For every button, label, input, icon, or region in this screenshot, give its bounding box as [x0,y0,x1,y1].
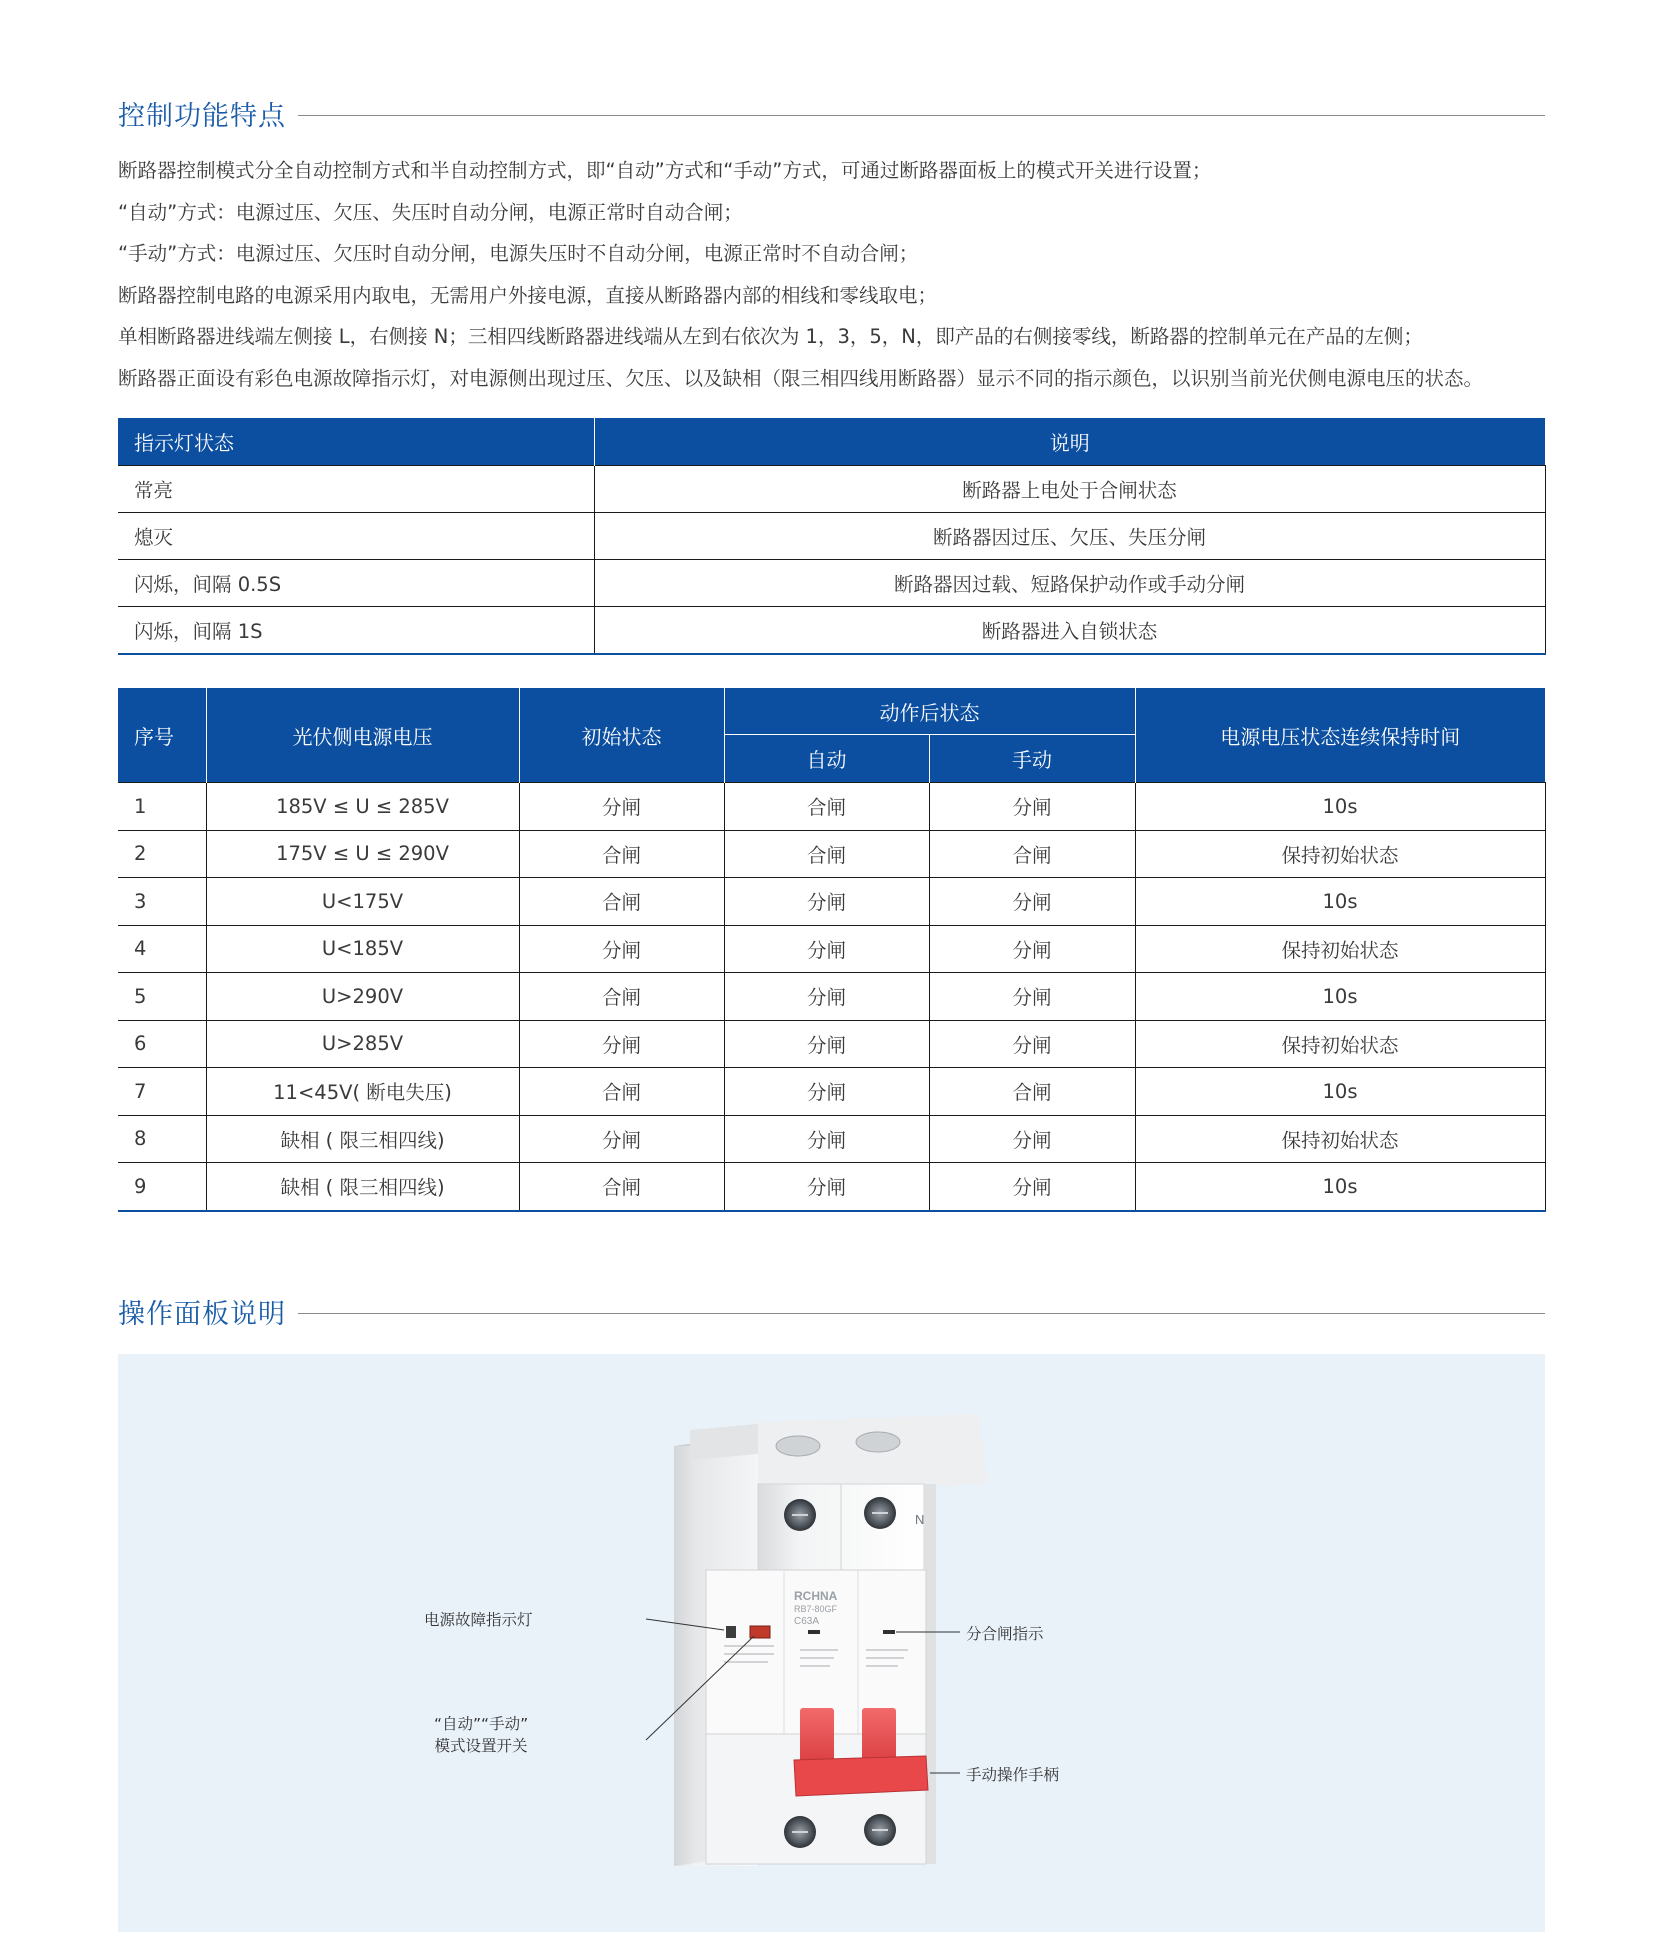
cell-no: 7 [118,1068,206,1116]
cell-hold: 10s [1135,878,1545,926]
table-row [118,1115,1545,1163]
manual-operating-handle [794,1756,928,1796]
cell-hold: 保持初始状态 [1135,925,1545,973]
indicator-meaning: 断路器上电处于合闸状态 [594,466,1545,513]
cell-initial: 合闸 [519,1068,724,1116]
cell-initial: 分闸 [519,925,724,973]
header-initial-state: 初始状态 [519,688,724,783]
section-title-text: 控制功能特点 [118,101,286,132]
header-hold-time: 电源电压状态连续保持时间 [1135,688,1545,783]
product-panel [118,1354,1545,1932]
cell-hold: 保持初始状态 [1135,1020,1545,1068]
header-after-action: 动作后状态 [724,688,1135,735]
cell-voltage: U<175V [206,878,519,926]
cell-manual: 分闸 [929,1163,1135,1211]
feature-line: 单相断路器进线端左侧接 L，右侧接 N；三相四线断路器进线端从左到右依次为 1，3，5，N，即产品的右侧接零线，断路器的控制单元在产品的左侧； [118,325,1423,348]
table-row [118,830,1545,878]
terminal-n-label: N [915,1512,925,1527]
header-pv-voltage: 光伏侧电源电压 [206,688,519,783]
table-row [118,878,1545,926]
cell-hold: 10s [1135,783,1545,831]
callout-mode-switch-line2: 模式设置开关 [434,1737,528,1755]
cell-auto: 分闸 [724,973,929,1021]
cell-initial: 合闸 [519,1163,724,1211]
section-title-panel [118,1292,1545,1331]
header-manual: 手动 [929,735,1135,783]
indicator-state: 熄灭 [118,513,594,560]
header-no: 序号 [118,688,206,783]
header-description: 说明 [594,418,1545,466]
callout-fault-light: 电源故障指示灯 [424,1611,533,1629]
cell-initial: 分闸 [519,1020,724,1068]
indicator-meaning: 断路器进入自锁状态 [594,607,1545,655]
cell-manual: 分闸 [929,878,1135,926]
model-label: RB7-80GF [794,1604,838,1614]
section-title-text: 操作面板说明 [118,1299,286,1330]
table-header-row [118,688,1545,735]
callout-position-indicator: 分合闸指示 [966,1625,1044,1643]
cell-voltage: 11<45V( 断电失压) [206,1068,519,1116]
indicator-state: 闪烁，间隔 1S [118,607,594,655]
cell-auto: 分闸 [724,1068,929,1116]
feature-line: “自动”方式：电源过压、欠压、失压时自动分闸，电源正常时自动合闸； [118,200,743,224]
cell-manual: 分闸 [929,783,1135,831]
cell-initial: 分闸 [519,783,724,831]
cell-no: 4 [118,925,206,973]
cell-voltage: 175V ≤ U ≤ 290V [206,830,519,878]
cell-auto: 合闸 [724,783,929,831]
cell-no: 6 [118,1020,206,1068]
callout-mode-switch [434,1712,528,1756]
table-row [118,513,1545,560]
cell-manual: 合闸 [929,1068,1135,1116]
cell-initial: 合闸 [519,973,724,1021]
cell-auto: 分闸 [724,1163,929,1211]
cell-auto: 分闸 [724,925,929,973]
cell-voltage: 185V ≤ U ≤ 285V [206,783,519,831]
table-header-row [118,418,1545,466]
cell-auto: 分闸 [724,1115,929,1163]
indicator-status-table [118,418,1546,655]
cell-voltage: U>285V [206,1020,519,1068]
callout-mode-switch-line1: “自动”“手动” [434,1715,529,1733]
position-window [808,1630,820,1634]
cell-hold: 10s [1135,973,1545,1021]
cell-initial: 合闸 [519,878,724,926]
position-indicator-window [883,1630,895,1634]
cell-auto: 合闸 [724,830,929,878]
callout-handle: 手动操作手柄 [966,1766,1060,1784]
indicator-state: 常亮 [118,466,594,513]
cell-initial: 分闸 [519,1115,724,1163]
cell-voltage: 缺相 ( 限三相四线) [206,1163,519,1211]
table-row [118,560,1545,607]
cell-no: 8 [118,1115,206,1163]
rating-label: C63A [794,1616,820,1627]
title-divider [298,1313,1545,1314]
cell-no: 5 [118,973,206,1021]
table-row [118,466,1545,513]
cell-hold: 保持初始状态 [1135,830,1545,878]
table-row [118,973,1545,1021]
cell-no: 1 [118,783,206,831]
table-row [118,1163,1545,1211]
cell-voltage: 缺相 ( 限三相四线) [206,1115,519,1163]
table-row [118,1068,1545,1116]
header-auto: 自动 [724,735,929,783]
cell-manual: 分闸 [929,1115,1135,1163]
fault-indicator-light [726,1626,736,1638]
indicator-state: 闪烁，间隔 0.5S [118,560,594,607]
feature-line: 断路器控制模式分全自动控制方式和半自动控制方式，即“自动”方式和“手动”方式，可通过断路器面板上的模式开关进行设置； [118,159,1212,182]
indicator-meaning: 断路器因过载、短路保护动作或手动分闸 [594,560,1545,607]
cell-hold: 10s [1135,1163,1545,1211]
table-row [118,607,1545,655]
cell-manual: 合闸 [929,830,1135,878]
section-title-control-features [118,94,1545,133]
cell-no: 9 [118,1163,206,1211]
table-row [118,783,1545,831]
mode-switch [750,1626,770,1638]
cell-no: 2 [118,830,206,878]
table-row [118,925,1545,973]
cell-manual: 分闸 [929,973,1135,1021]
feature-line: 断路器正面设有彩色电源故障指示灯，对电源侧出现过压、欠压、以及缺相（限三相四线用断路器）显示不同的指示颜色，以识别当前光伏侧电源电压的状态。 [118,366,1484,390]
cell-auto: 分闸 [724,1020,929,1068]
title-divider [298,115,1545,116]
circuit-breaker-illustration [118,1354,1545,1932]
cell-voltage: U>290V [206,973,519,1021]
table-row [118,1020,1545,1068]
cell-auto: 分闸 [724,878,929,926]
feature-line: 断路器控制电路的电源采用内取电，无需用户外接电源，直接从断路器内部的相线和零线取电； [118,283,938,307]
cell-hold: 10s [1135,1068,1545,1116]
cell-manual: 分闸 [929,925,1135,973]
cell-hold: 保持初始状态 [1135,1115,1545,1163]
feature-line: “手动”方式：电源过压、欠压时自动分闸，电源失压时不自动分闸，电源正常时不自动合闸； [118,242,919,265]
cell-no: 3 [118,878,206,926]
feature-description [118,150,1558,399]
voltage-action-table [118,688,1546,1212]
brand-logo: RCHNA [794,1589,838,1603]
cell-manual: 分闸 [929,1020,1135,1068]
cell-voltage: U<185V [206,925,519,973]
indicator-meaning: 断路器因过压、欠压、失压分闸 [594,513,1545,560]
header-indicator-status: 指示灯状态 [118,418,594,466]
cell-initial: 合闸 [519,830,724,878]
